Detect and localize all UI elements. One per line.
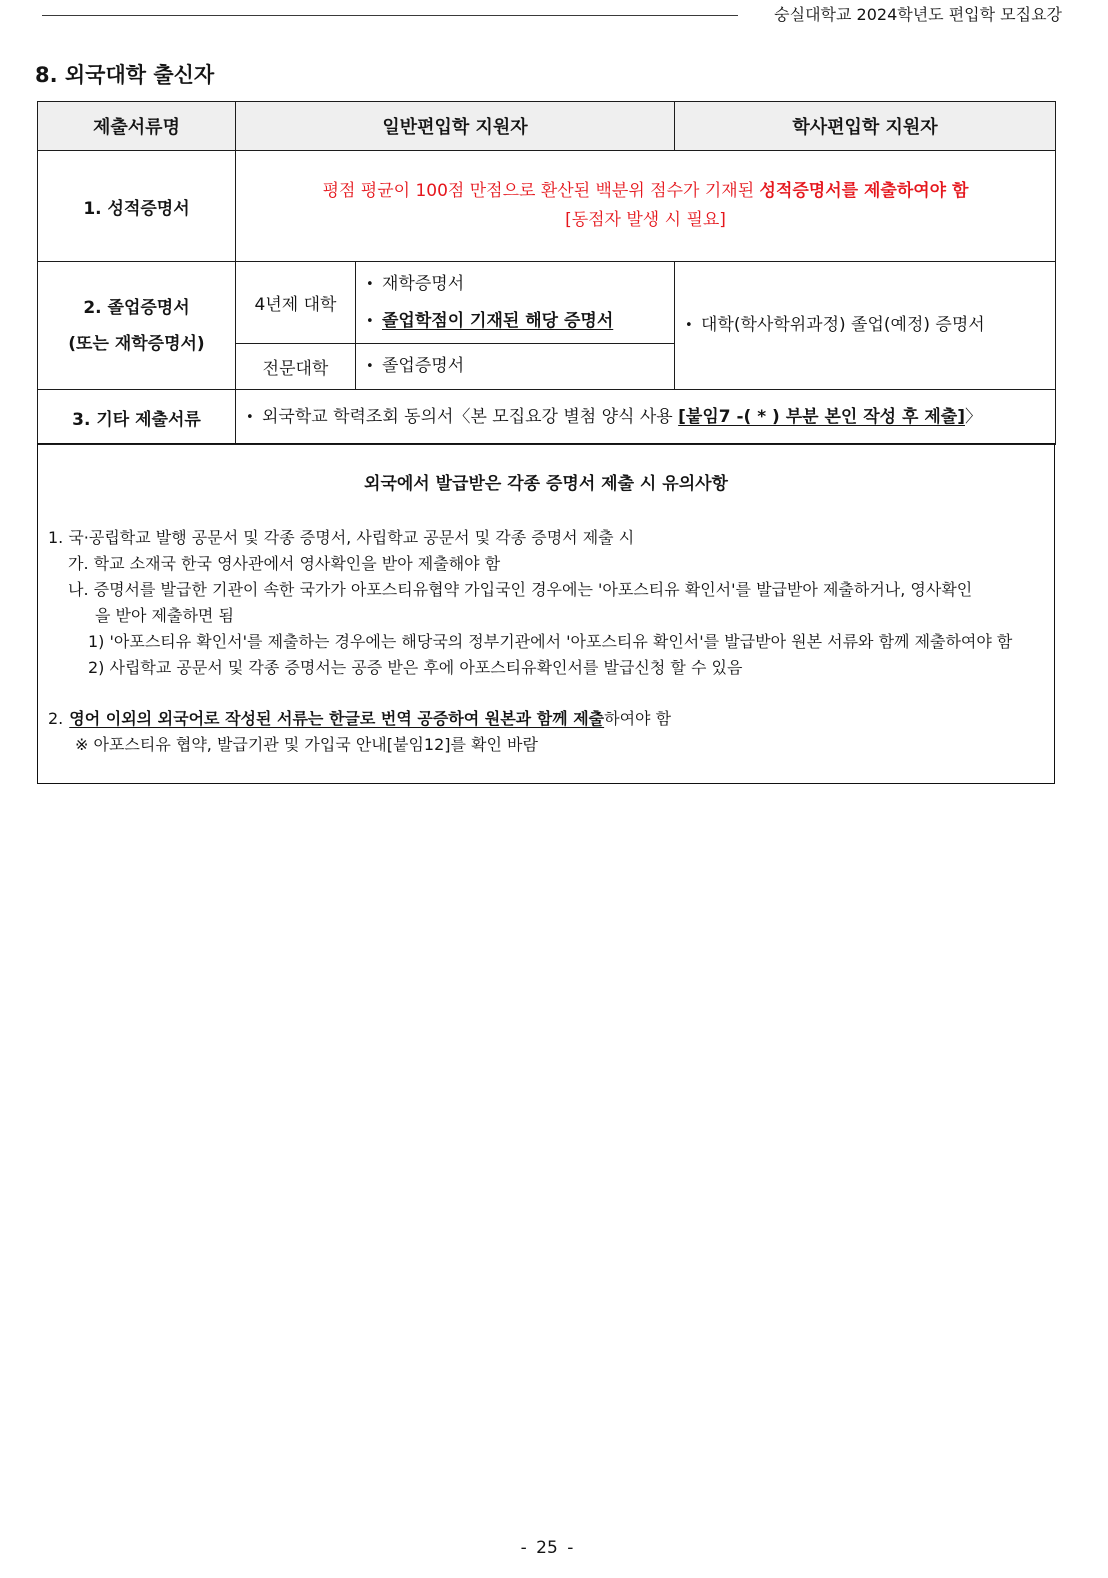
bachelor-graduation-documents	[675, 262, 1056, 390]
notice-item-2	[38, 706, 1054, 732]
junior-college-documents	[356, 344, 675, 390]
section-title: 8. 외국대학 출신자	[35, 63, 215, 87]
other-doc-name: 3. 기타 제출서류	[38, 390, 236, 445]
notice-item-1-b: 나. 증명서를 발급한 기관이 속한 국가가 아포스티유협약 가입국인 경우에는 '아포스티유 확인서'를 발급받아 제출하거나, 영사확인	[68, 580, 973, 599]
notice-remark: ※ 아포스티유 협약, 발급기관 및 가입국 안내[붙임12]를 확인 바람	[75, 735, 538, 754]
junior-college-label: 전문대학	[236, 344, 356, 390]
notice-item-1-b-continued: 을 받아 제출하면 됨	[95, 606, 234, 625]
notice-item-2-suffix: 하여야 함	[604, 709, 672, 728]
header-bachelor-transfer: 학사편입학 지원자	[675, 102, 1056, 151]
table-row-graduation-four-year	[38, 262, 1056, 344]
bullet-icon: •	[685, 318, 693, 333]
notice-item-1-a: 가. 학교 소재국 한국 영사관에서 영사확인을 받아 제출해야 함	[68, 554, 501, 573]
transcript-requirement-prefix: 평점 평균이 100점 만점으로 환산된 백분위 점수가 기재된	[322, 181, 760, 201]
header-doc-name: 제출서류명	[38, 102, 236, 151]
notice-item-1-b-2: 2) 사립학교 공문서 및 각종 증명서는 공증 받은 후에 아포스티유확인서를 발급신청 할 수 있음	[88, 658, 743, 677]
bullet-icon: •	[246, 409, 254, 425]
notice-item-2-emphasis: 영어 이외의 외국어로 작성된 서류는 한글로 번역 공증하여 원본과 함께 제출	[69, 709, 605, 728]
notice-item-2-number: 2.	[48, 709, 64, 728]
list-item	[246, 399, 1055, 436]
list-item	[366, 303, 674, 340]
table-row-other	[38, 390, 1056, 445]
notice-item-1-b-1: 1) '아포스티유 확인서'를 제출하는 경우에는 해당국의 정부기관에서 '아포스티유 확인서'를 발급받아 원본 서류와 함께 제출하여야 함	[88, 632, 1013, 651]
list-item	[366, 266, 674, 303]
bullet-icon: •	[366, 276, 374, 292]
header-rule	[42, 15, 738, 16]
graduation-doc-name-line1: 2. 졸업증명서	[83, 297, 190, 318]
bullet-icon: •	[366, 359, 374, 374]
other-documents	[236, 390, 1056, 445]
transcript-requirement-emphasis: 성적증명서를 제출하여야 함	[759, 181, 969, 201]
notice-title: 외국에서 발급받은 각종 증명서 제출 시 유의사항	[364, 474, 728, 494]
table-row-transcript	[38, 151, 1056, 262]
required-documents-table	[37, 101, 1056, 445]
notice-item-1: 1. 국·공립학교 발행 공문서 및 각종 증명서, 사립학교 공문서 및 각종 증명서 제출 시	[48, 528, 635, 547]
transcript-requirement	[236, 151, 1056, 262]
bachelor-graduation-item: 대학(학사학위과정) 졸업(예정) 증명서	[701, 315, 985, 335]
junior-college-item: 졸업증명서	[382, 356, 465, 376]
four-year-item-enrollment: 재학증명서	[382, 273, 465, 294]
document-title: 숭실대학교 2024학년도 편입학 모집요강	[774, 5, 1062, 24]
other-text-suffix: 〉	[964, 406, 982, 427]
four-year-item-credits: 졸업학점이 기재된 해당 증명서	[382, 310, 614, 331]
transcript-condition: [동점자 발생 시 필요]	[565, 210, 726, 230]
list-item	[685, 307, 1055, 344]
other-text-emphasis: [붙임7 -( * ) 부분 본인 작성 후 제출]	[678, 406, 965, 427]
transcript-requirement-line	[236, 177, 1055, 206]
transcript-doc-name: 1. 성적증명서	[38, 151, 236, 262]
graduation-doc-name-line2: (또는 재학증명서)	[68, 333, 205, 354]
page-number: - 25 -	[520, 1538, 574, 1558]
table-header-row	[38, 102, 1056, 151]
bullet-icon: •	[366, 313, 374, 329]
header-general-transfer: 일반편입학 지원자	[236, 102, 675, 151]
graduation-doc-name	[38, 262, 236, 390]
list-item	[366, 348, 674, 385]
four-year-documents	[356, 262, 675, 344]
notice-box	[37, 443, 1055, 784]
four-year-label: 4년제 대학	[236, 262, 356, 344]
other-text-prefix: 외국학교 학력조회 동의서〈본 모집요강 별첨 양식 사용	[262, 406, 679, 427]
